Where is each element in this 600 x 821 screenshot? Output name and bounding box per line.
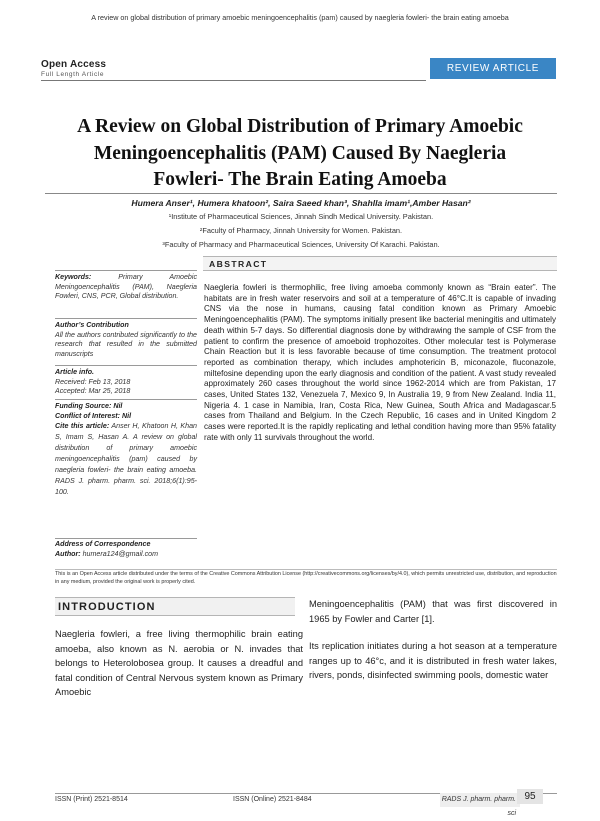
- abstract-text: Naegleria fowleri is thermophilic, free living amoeba commonly known as “Brain eater”. The habitats are in fresh water reservoirs and soil at a temperature of 46°C.It is capable of invading CNS via the nose in humans, causing fatal condition known as Primary Amoebic Meningoencephalitis (PAM). The symptoms initially present like bacterial meningitis and ultimately death within 5-7 days. So differential diagnosis done by withdrawing the sample of CSF from the patient to confirm the presence of amoeboid trophozoites. Other molecular test is Polymerase Chain Reaction but it is less favorable because of time consumption. The treatment protocol reported as combination therapy, which includes amphotericin B, miconazole, fluconazole, miltefosine depending upon the early diagnosis and condition of the patient. A vast study revealed approximately 260 cases throughout the world since 1962-2014 which are from Pakistan, 17 cases, United States 132, Venezuela 7, Mexico 9, In Australia 19, 9 from New Zealand. India 11, Nigeria 4. 1 case in Namibia, Iran, Costa Rica, New Guinea, South Africa and Madagascar.5 cases from Thailand and Belgium. In the Czech Republic, 16 cases and in United Kingdom 2 cases were reported.It is the rapidly replicating and lethal condition having more than 95% fatality rate with only 11 survivals throughout the world.: [204, 283, 556, 442]
- author-label: Author:: [55, 549, 81, 558]
- contribution-block: [55, 321, 197, 360]
- accepted-date: Accepted: Mar 25, 2018: [55, 387, 131, 396]
- conflict-of-interest: Conflict of Interest: Nil: [55, 411, 132, 420]
- citation-block: [55, 421, 197, 498]
- funding-block: [55, 402, 197, 421]
- affiliation-3: ³Faculty of Pharmacy and Pharmaceutical Sciences, University Of Karachi. Pakistan.: [162, 240, 440, 249]
- open-access-label: Open Access: [41, 59, 107, 70]
- received-date: Received: Feb 13, 2018: [55, 377, 131, 386]
- keywords-label: Keywords:: [55, 273, 92, 281]
- journal-name: RADS J. pharm. pharm. sci: [440, 793, 520, 807]
- author-email[interactable]: humera124@gmail.com: [82, 549, 159, 558]
- introduction-right-paragraph-1: Meningoencephalitis (PAM) that was first discovered in 1965 by Fowler and Carter [1].: [309, 599, 557, 624]
- sidebar-divider: [55, 318, 197, 319]
- sidebar-divider: [55, 365, 197, 366]
- article-title: [45, 114, 555, 194]
- sidebar-divider: [55, 399, 197, 400]
- cite-label: Cite this article:: [55, 422, 110, 430]
- introduction-right-paragraph-2: Its replication initiates during a hot season at a temperature ranges up to 46°c, and it is distributed in fresh water lakes, rivers, ponds, disinfected swimming pools, domestic water: [309, 641, 557, 680]
- contribution-text: All the authors contributed significantly to the research that resulted in the submitted manuscripts: [55, 330, 197, 359]
- sidebar-divider: [55, 270, 197, 271]
- abstract-heading: ABSTRACT: [209, 259, 268, 269]
- introduction-heading: INTRODUCTION: [58, 601, 156, 613]
- introduction-left-column: Naegleria fowleri, a free living thermophilic brain eating amoeba, also known as N. aerobia or N. invades that belongs to Heterolobosea group. It causes a dreadful and fatal condition of Central Nervous system known as Primary Amoebic: [55, 629, 303, 697]
- contribution-label: Author’s Contribution: [55, 321, 129, 329]
- license-text: This is an Open Access article distributed under the terms of the Creative Commons Attribution License (http://creativecommons.org/licenses/by/4.0), which permits unrestricted use, distribution, and reproduction in any medium, provided the original work is properly cited.: [55, 571, 557, 585]
- running-head: A review on global distribution of primary amoebic meningoencephalitis (pam) caused by naegleria fowleri- the brain eating amoeba: [91, 13, 509, 22]
- keywords-text: Primary Amoebic Meningoencephalitis (PAM), Naegleria Fowleri, CNS, PCR, Global distribution.: [55, 273, 197, 301]
- section-badge: REVIEW ARTICLE: [430, 58, 556, 79]
- correspondence-block: [55, 540, 197, 559]
- cite-text: Anser H, Khatoon H, Khan S, Imam S, Hasan A. A review on global distribution of primary amoebic meningoencephalitis (pam) caused by naegleria fowleri- the brain eating amoeba. RADS J. pharm. pharm. sci. 2018;6(1):95-100.: [55, 422, 197, 496]
- sidebar-divider: [55, 538, 197, 539]
- author-list: Humera Anser¹, Humera khatoon², Saira Saeed khan³, Shahlla imam¹,Amber Hasan²: [131, 198, 471, 208]
- header-divider: [41, 80, 426, 81]
- funding-source: Funding Source: Nil: [55, 402, 123, 410]
- license-divider: [55, 569, 557, 570]
- affiliation-1: ¹Institute of Pharmaceutical Sciences, Jinnah Sindh Medical University. Pakistan.: [168, 212, 434, 221]
- keywords-block: [55, 273, 197, 302]
- article-info-label: Article info.: [55, 368, 95, 376]
- issn-print: ISSN (Print) 2521-8514: [55, 796, 128, 803]
- title-divider: [45, 193, 557, 194]
- title-line-2: Meningoencephalitis (PAM) Caused By Naegleria: [93, 142, 507, 164]
- article-type-label: Full Length Article: [41, 71, 105, 78]
- article-info-block: [55, 368, 197, 397]
- affiliation-2: ²Faculty of Pharmacy, Jinnah University for Women. Pakistan.: [199, 226, 403, 235]
- title-line-1: A Review on Global Distribution of Primary Amoebic: [77, 116, 523, 137]
- open-access-block: [41, 59, 106, 78]
- correspondence-label: Address of Correspondence: [55, 540, 151, 548]
- page-number: 95: [517, 789, 543, 804]
- issn-online: ISSN (Online) 2521-8484: [233, 796, 312, 803]
- title-line-3: Fowleri- The Brain Eating Amoeba: [153, 169, 447, 190]
